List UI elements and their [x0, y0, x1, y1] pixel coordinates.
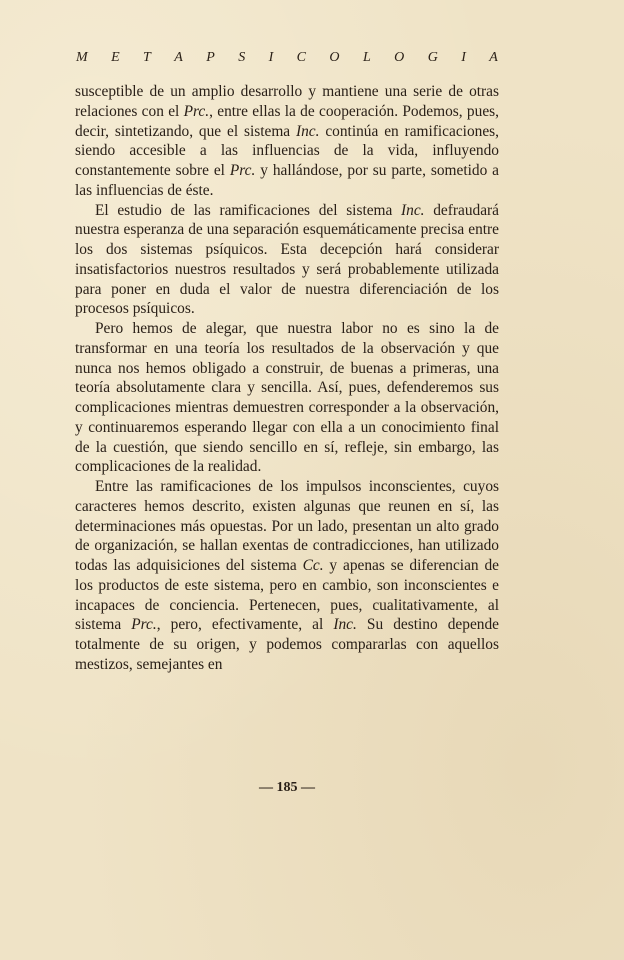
italic-term: Inc.	[333, 616, 357, 634]
paragraph	[75, 477, 499, 675]
running-head-letter: I	[461, 50, 466, 65]
italic-term: Prc.	[131, 616, 157, 634]
text-run: y apenas se diferencian de los productos de este sistema, pero en cambio, son inconscientes e incapaces de conciencia. Pertenecen, pues, cualitativamente, al sistema	[75, 557, 499, 634]
page-number: — 185 —	[259, 780, 315, 795]
running-head-letter: I	[268, 50, 274, 65]
running-head-letter: M	[76, 50, 88, 65]
text-run: continúa en ramificaciones, siendo accesible a las influencias de la vida, influyendo constantemente sobre el	[75, 122, 500, 179]
running-head-letter: E	[111, 50, 120, 65]
italic-term: Prc.	[183, 102, 210, 120]
italic-term: Inc.	[295, 122, 320, 140]
running-head-letter: A	[489, 50, 498, 65]
running-head-letter: S	[238, 50, 246, 65]
running-head-letter: L	[362, 50, 371, 65]
text-run: , entre ellas la de cooperación. Podemos, pues, decir, sintetizando, que el sistema	[75, 102, 499, 140]
body-text	[75, 82, 499, 675]
italic-term: Inc.	[401, 201, 425, 219]
running-head-letter: O	[394, 50, 405, 65]
italic-term: Cc.	[302, 557, 324, 574]
text-run: Pero hemos de alegar, que nuestra labor no es sino la de transformar en una teoría los resultados de la observación y que nunca nos hemos obligado a construir, de buenas a primeras, una teoría absolutamente clara y sencilla. Así, pues, defenderemos sus complicaciones mientras demuestren corresponder a la observación, y continuaremos esperando llegar con ella a un conocimiento final de la cuestión, que siendo sencillo en sí, refleje, sin embargo, las complicaciones de la realidad.	[75, 320, 499, 476]
running-head-letter: O	[329, 50, 340, 65]
text-run: Entre las ramificaciones de los impulsos inconscientes, cuyos caracteres hemos descrito, existen algunas que reunen en sí, las determinaciones más opuestas. Por un lado, presentan un alto grado de organización, se hallan exentas de contradicciones, han utilizado todas las adquisiciones del sistema	[75, 478, 499, 574]
text-run: El estudio de las ramificaciones del sistema	[95, 201, 402, 219]
text-run: , pero, efectivamente, al	[156, 616, 334, 634]
running-head	[76, 50, 498, 66]
paragraph	[75, 82, 499, 201]
running-head-letter: P	[206, 50, 215, 65]
running-head-letter: G	[427, 50, 438, 65]
running-head-letter: A	[174, 50, 183, 65]
paragraph	[75, 201, 499, 320]
running-head-letter: T	[143, 50, 151, 65]
paragraph	[75, 319, 499, 477]
text-run: Su destino depende totalmente de su origen, y podemos compararlas con aquellos mestizos, semejantes en	[75, 616, 499, 673]
italic-term: Prc.	[229, 162, 256, 179]
text-run: susceptible de un amplio desarrollo y mantiene una serie de otras relaciones con el	[75, 83, 499, 120]
running-head-letter: C	[296, 50, 307, 65]
text-run: y hallándose, por su parte, sometido a las influencias de éste.	[75, 162, 499, 199]
text-run: defraudará nuestra esperanza de una separación esquemáticamente precisa entre los dos sistemas psíquicos. Esta decepción hará considerar insatisfactorios nuestros resultados y será probablemente utilizada para poner en duda el valor de nuestra diferenciación de los procesos psíquicos.	[75, 201, 499, 318]
